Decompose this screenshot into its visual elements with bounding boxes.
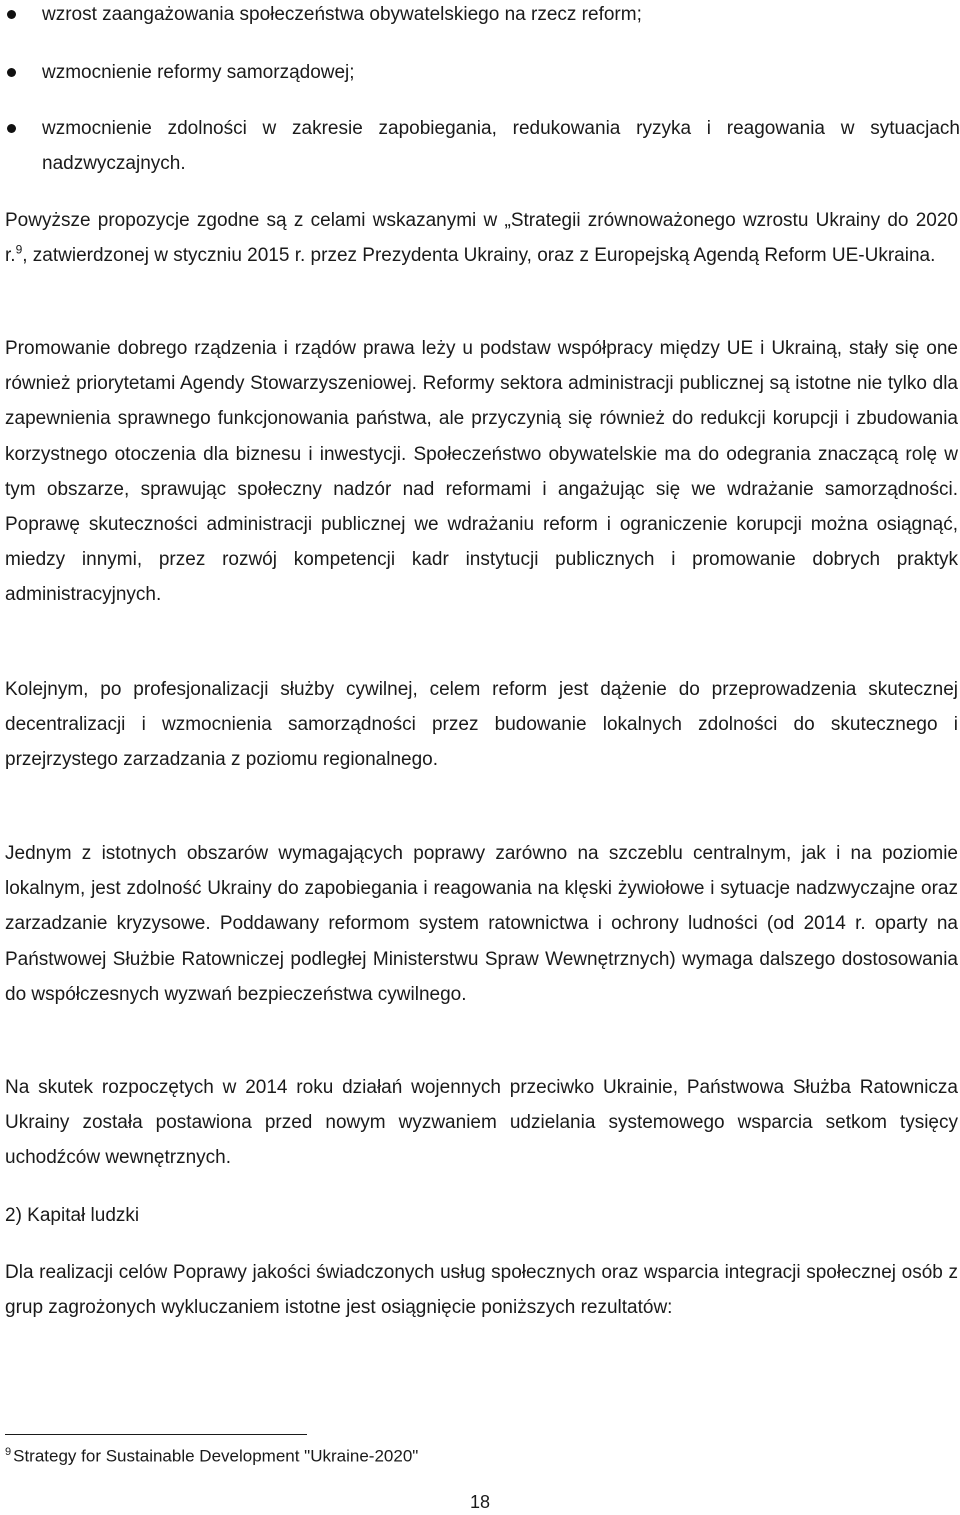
footnote-divider [5,1434,307,1435]
paragraph-civil-protection: Jednym z istotnych obszarów wymagających poprawy zarówno na szczeblu centralnym, jak i na poziomie lokalnym, jest zdolność Ukrainy do zapobiegania i reagowania na klęski żywiołowe i sytuacje nadzwyczajne oraz zarzadzanie kryzysowe. Poddawany reformom system ratownictwa i ochrony ludności (od 2014 r. oparty na Państwowej Służbie Ratowniczej podległej Ministerstwu Spraw Wewnętrznych) wymaga dalszego dostosowania do współczesnych wyzwań bezpieczeństwa cywilnego. [5,843,958,1005]
bullet-text: wzmocnienie reformy samorządowej; [42,62,355,83]
footnote [5,1440,905,1469]
strategy-text-before: Powyższe propozycje zgodne są z celami wskazanymi w [5,210,505,231]
bullet-icon [7,124,16,133]
list-item [0,111,960,181]
footnote-number: 9 [5,1446,12,1458]
list-item [0,55,960,90]
section-heading: 2) Kapitał ludzki [5,1205,140,1226]
paragraph-governance: Promowanie dobrego rządzenia i rządów prawa leży u podstaw współpracy między UE i Ukrainą, stały się one również priorytetami Agendy Stowarzyszeniowej. Reformy sektora administracji publicznej są istotne nie tylko dla zapewnienia sprawnego funkcjonowania państwa, ale przyczynią się również do redukcji korupcji i zbudowania korzystnego otoczenia dla biznesu i inwestycji. Społeczeństwo obywatelskie ma do odegrania znaczącą rolę w tym obszarze, sprawując społeczny nadzór nad reformami i angażując się we wdrażanie samorządności. Poprawę skuteczności administracji publicznej we wdrażaniu reform i ograniczenie korupcji można osiągnąć, miedzy innymi, przez rozwój kompetencji kadr instytucji publicznych i promowanie dobrych praktyk administracyjnych. [5,338,958,606]
bullet-text: wzrost zaangażowania społeczeństwa obywatelskiego na rzecz reform; [42,4,642,25]
bullet-text: wzmocnienie zdolności w zakresie zapobiegania, redukowania ryzyka i reagowania w sytuacjach nadzwyczajnych. [42,118,960,174]
strategy-title: „ Strategii zrównoważonego wzrostu Ukrainy do 2020 r. [5,210,958,266]
paragraph-strategy [5,203,958,273]
paragraph-social-services: Dla realizacji celów Poprawy jakości świadczonych usług społecznych oraz wsparcia integracji społecznej osób z grup zagrożonych wykluczaniem istotne jest osiągnięcie poniższych rezultatów: [5,1262,958,1319]
footnote-text: Strategy for Sustainable Development "Ukraine-2020" [13,1446,419,1466]
paragraph-displaced-persons: Na skutek rozpoczętych w 2014 roku działań wojennych przeciwko Ukrainie, Państwowa Służba Ratownicza Ukrainy została postawiona przed nowym wyzwaniem udzielania systemowego wsparcia setkom tysięcy uchodźców wewnętrznych. [5,1077,958,1169]
strategy-text-after: , zatwierdzonej w styczniu 2015 r. przez Prezydenta Ukrainy, oraz z Europejską Agendą Reform UE-Ukraina. [22,245,936,267]
list-item [0,0,960,32]
footnote-reference[interactable]: 9 [15,242,23,257]
bullet-icon [7,68,16,77]
page-number: 18 [469,1492,491,1512]
paragraph-decentralization: Kolejnym, po profesjonalizacji służby cywilnej, celem reform jest dążenie do przeprowadzenia skutecznej decentralizacji i wzmocnienia samorządności przez budowanie lokalnych zdolności do skutecznego i przejrzystego zarzadzania z poziomu regionalnego. [5,679,958,771]
bullet-icon [7,10,16,19]
